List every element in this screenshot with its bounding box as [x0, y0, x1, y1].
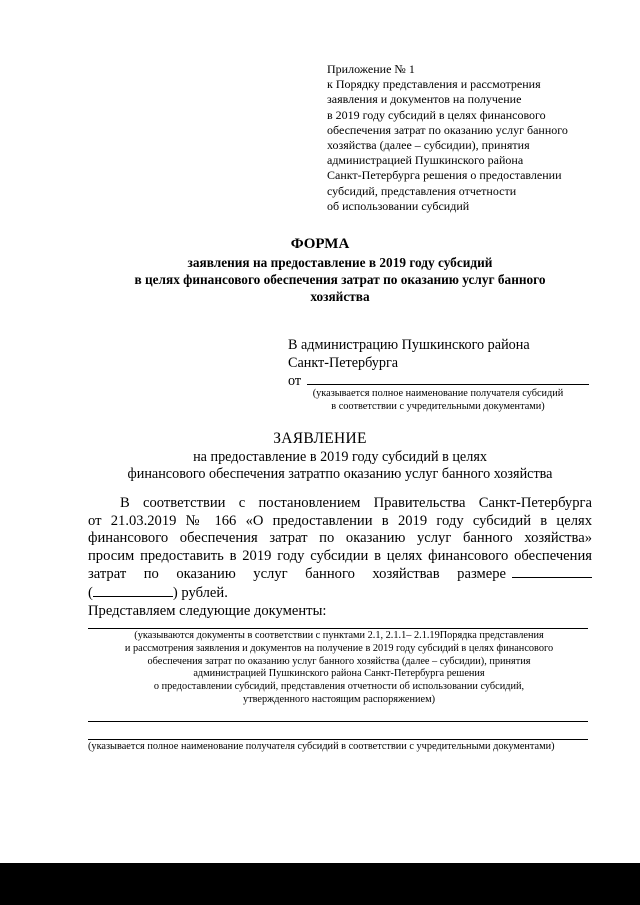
amount-open-paren: ( — [88, 584, 93, 601]
appendix-line: субсидий, представления отчетности — [327, 183, 517, 198]
appendix-line: в 2019 году субсидий в целях финансового — [327, 107, 546, 122]
documents-note-line: о предоставлении субсидий, представления отчетности об использовании субсидий, — [153, 681, 525, 693]
form-subtitle — [80, 254, 600, 305]
body-line: просим предоставить в 2019 году субсидии в целях финансового обеспечения — [88, 547, 592, 564]
body-line: В соответствии с постановлением Правительства Санкт-Петербурга — [120, 495, 592, 511]
body-line: финансового обеспечения затрат по оказанию услуг банного хозяйства» — [88, 530, 592, 547]
addressee-note-line: (указывается полное наименование получателя субсидий — [312, 388, 564, 399]
appendix-line: заявления и документов на получение — [327, 92, 522, 107]
documents-note-line: обеспечения затрат по оказанию услуг банного хозяйства (далее – субсидии), принятия — [147, 655, 531, 667]
recipient-note: (указывается полное наименование получателя субсидий в соответствии с учредительными документами) — [88, 741, 555, 752]
appendix-line: Приложение № 1 — [327, 62, 415, 76]
scan-border — [0, 863, 640, 905]
appendix-line: Санкт-Петербурга решения о предоставлении — [327, 168, 562, 183]
from-label: от — [288, 373, 302, 389]
form-subtitle-line: хозяйства — [310, 289, 370, 304]
statement-subtitle-line: финансового обеспечения затратпо оказанию услуг банного хозяйства — [127, 466, 553, 482]
form-title: ФОРМА — [290, 236, 350, 252]
appendix-line: хозяйства (далее – субсидии), принятия — [327, 138, 530, 153]
addressee-line: Санкт-Петербурга — [288, 355, 399, 371]
documents-note-line: администрацией Пушкинского района Санкт-Петербурга решения — [193, 668, 485, 680]
amount-row — [88, 565, 592, 584]
addressee-note-line: в соответствии с учредительными документами) — [331, 400, 545, 412]
body-line: затрат по оказанию услуг банного хозяйствав размере — [88, 566, 506, 583]
appendix-line: администрацией Пушкинского района — [327, 153, 524, 168]
amount-close-paren: ) рублей. — [172, 584, 228, 601]
statement-title: ЗАЯВЛЕНИЕ — [273, 430, 367, 447]
appendix-line: к Порядку представления и рассмотрения — [327, 77, 541, 92]
amount-words-input-line[interactable] — [93, 584, 173, 597]
amount-input-line[interactable] — [512, 565, 592, 578]
appendix-header — [327, 62, 627, 214]
from-input-line[interactable] — [307, 372, 589, 385]
addressee-line: В администрацию Пушкинского района — [288, 337, 530, 353]
addressee-note — [288, 388, 588, 414]
amount-words-row — [88, 584, 592, 603]
recipient-input-line[interactable] — [88, 739, 588, 740]
statement-subtitle — [80, 449, 600, 483]
addressee-block — [288, 336, 608, 390]
documents-note-line: (указываются документы в соответствии с пунктами 2.1, 2.1.1– 2.1.19Порядка представления — [134, 630, 544, 641]
form-subtitle-line: заявления на предоставление в 2019 году субсидий — [187, 255, 493, 270]
documents-input-line[interactable] — [88, 628, 588, 629]
statement-body — [88, 495, 592, 620]
appendix-line: об использовании субсидий — [327, 198, 470, 213]
documents-note-line: утвержденного настоящим распоряжением) — [242, 693, 436, 705]
documents-note-line: и рассмотрения заявления и документов на получение в 2019 году субсидий в целях финансового — [124, 642, 554, 654]
statement-subtitle-line: на предоставление в 2019 году субсидий в целях — [193, 449, 487, 465]
appendix-line: обеспечения затрат по оказанию услуг банного — [327, 122, 568, 137]
documents-label: Представляем следующие документы: — [88, 602, 327, 619]
body-line: от 21.03.2019 № 166 «О предоставлении в 2019 году субсидий в целях — [88, 512, 592, 529]
documents-note — [84, 630, 594, 707]
blank-line[interactable] — [88, 721, 588, 722]
form-subtitle-line: в целях финансового обеспечения затрат по оказанию услуг банного — [134, 272, 546, 287]
